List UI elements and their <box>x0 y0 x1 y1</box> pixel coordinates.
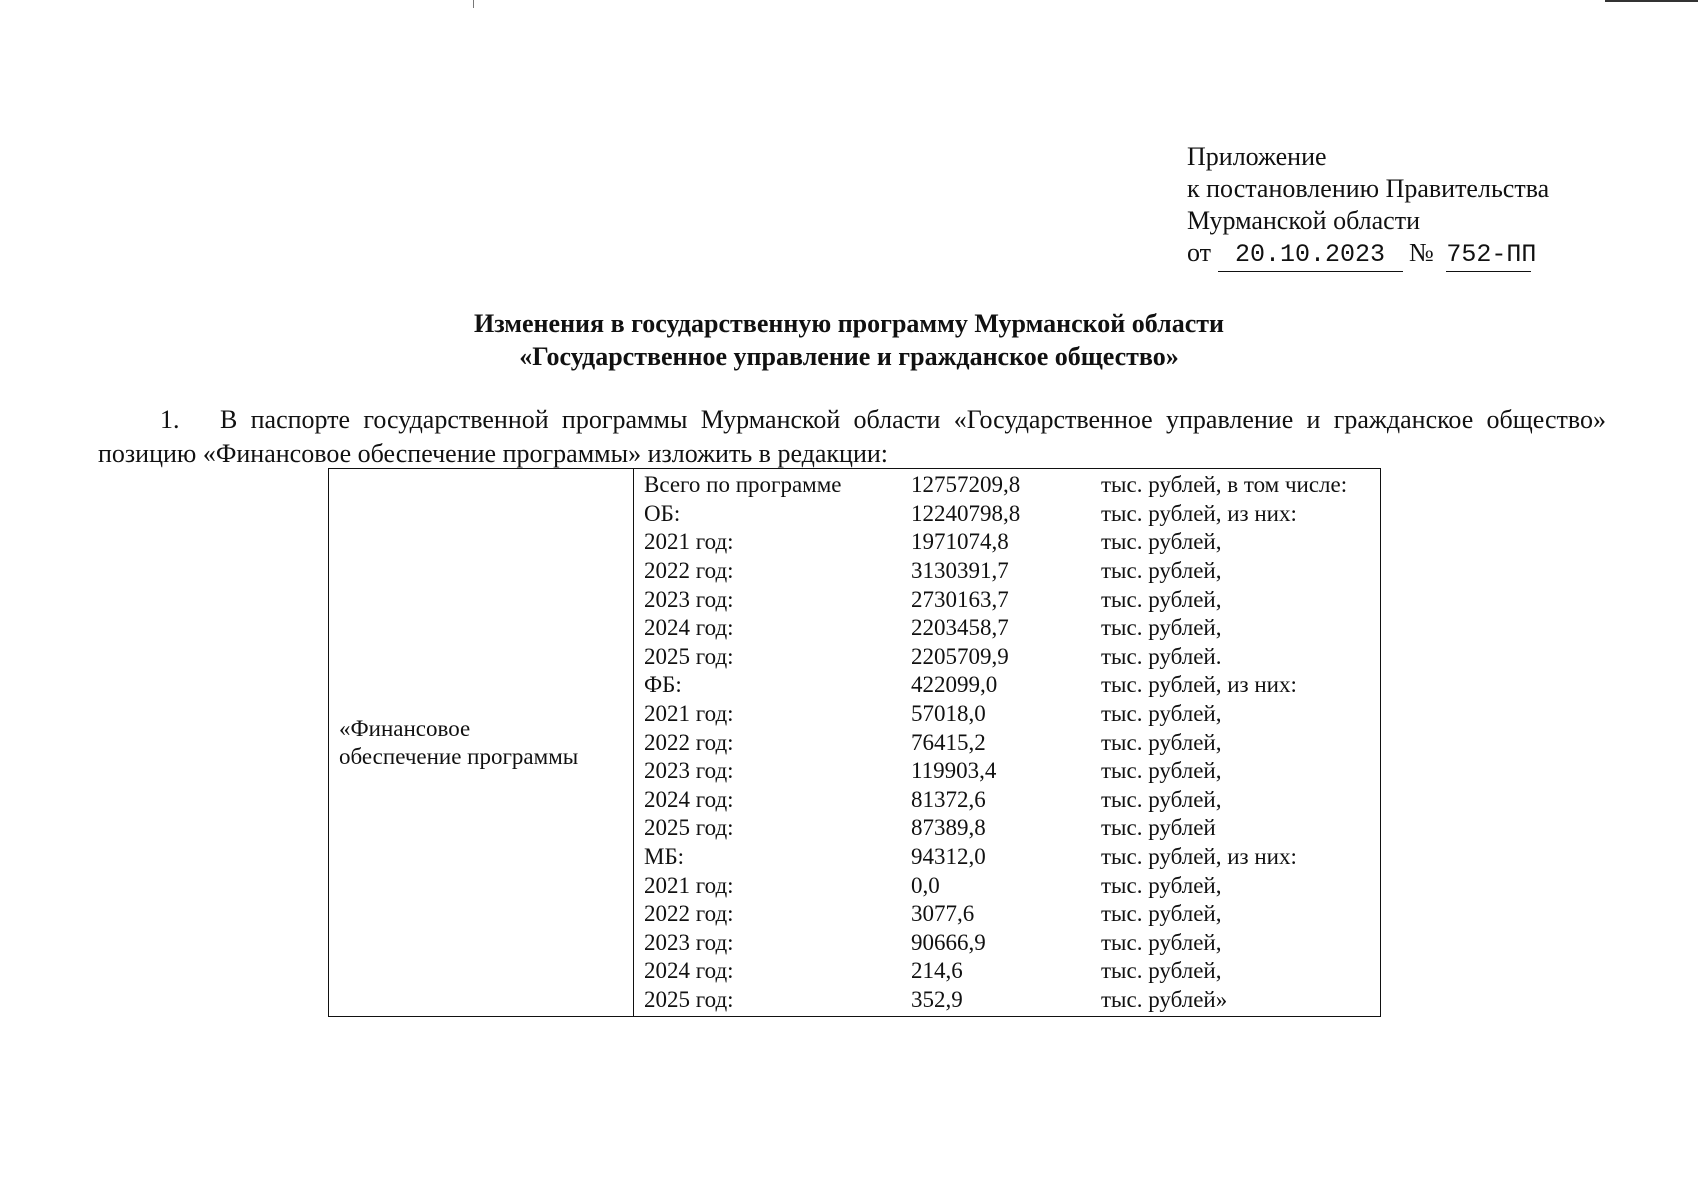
row-amount: 422099,0 <box>911 672 998 698</box>
row-amount: 2205709,9 <box>911 643 1009 669</box>
label-line-1: «Финансовое <box>339 715 471 741</box>
row-name: 2024 год: <box>644 615 734 641</box>
row-name: 2025 год: <box>644 986 734 1012</box>
row-amount: 3130391,7 <box>911 558 1009 584</box>
row-amount: 76415,2 <box>911 729 986 755</box>
row-name: 2021 год: <box>644 701 734 727</box>
row-name: МБ: <box>644 844 685 870</box>
amount-row <box>634 757 1380 786</box>
amount-row <box>634 585 1380 614</box>
row-amount: 0,0 <box>911 872 940 898</box>
row-unit: тыс. рублей, <box>1101 958 1222 984</box>
row-unit: тыс. рублей, из них: <box>1101 500 1297 526</box>
row-amount: 57018,0 <box>911 701 986 727</box>
appendix-line-2: к постановлению Правительства <box>1187 174 1550 203</box>
row-name: ОБ: <box>644 500 681 526</box>
paragraph-text: В паспорте государственной программы Мурманской области «Государственное управление и гражданское общество» позицию «Финансовое обеспечение программы» изложить в редакции: <box>98 405 1606 468</box>
amount-row <box>634 700 1380 729</box>
amount-row <box>634 528 1380 557</box>
amounts-cell <box>634 469 1381 1017</box>
financing-table <box>328 468 1381 1017</box>
row-name: ФБ: <box>644 672 682 698</box>
position-label-cell <box>329 469 634 1017</box>
row-amount: 81372,6 <box>911 786 986 812</box>
paragraph-1 <box>98 403 1606 471</box>
row-unit: тыс. рублей, <box>1101 758 1222 784</box>
row-name: 2025 год: <box>644 643 734 669</box>
amount-row <box>634 786 1380 815</box>
row-name: 2022 год: <box>644 729 734 755</box>
table-row <box>329 469 1381 1017</box>
row-name: 2024 год: <box>644 958 734 984</box>
row-amount: 87389,8 <box>911 815 986 841</box>
amount-row <box>634 843 1380 872</box>
row-unit: тыс. рублей, из них: <box>1101 672 1297 698</box>
row-name: 2025 год: <box>644 815 734 841</box>
appendix-line-3: Мурманской области <box>1187 206 1420 235</box>
row-amount: 352,9 <box>911 986 963 1012</box>
row-amount: 2730163,7 <box>911 586 1009 612</box>
row-unit: тыс. рублей» <box>1101 986 1228 1012</box>
amount-row <box>634 814 1380 843</box>
row-amount: 12757209,8 <box>911 472 1021 498</box>
row-unit: тыс. рублей, <box>1101 786 1222 812</box>
row-unit: тыс. рублей <box>1101 815 1216 841</box>
amount-row <box>634 957 1380 986</box>
row-unit: тыс. рублей, <box>1101 615 1222 641</box>
amount-row <box>634 471 1380 500</box>
row-name: 2022 год: <box>644 558 734 584</box>
appendix-block <box>1187 141 1549 272</box>
row-amount: 3077,6 <box>911 901 975 927</box>
appendix-line-1: Приложение <box>1187 142 1327 171</box>
row-unit: тыс. рублей, <box>1101 558 1222 584</box>
row-amount: 1971074,8 <box>911 529 1009 555</box>
amount-row <box>634 614 1380 643</box>
row-unit: тыс. рублей, в том числе: <box>1101 472 1348 498</box>
amount-row <box>634 900 1380 929</box>
appendix-date-line <box>1187 237 1549 272</box>
row-amount: 214,6 <box>911 958 963 984</box>
row-amount: 12240798,8 <box>911 500 1021 526</box>
row-unit: тыс. рублей, <box>1101 701 1222 727</box>
date-prefix: от <box>1187 238 1212 267</box>
row-unit: тыс. рублей, <box>1101 901 1222 927</box>
document-title <box>0 307 1698 373</box>
amount-row <box>634 871 1380 900</box>
scan-artifact <box>473 0 474 8</box>
amount-row <box>634 671 1380 700</box>
row-unit: тыс. рублей, <box>1101 929 1222 955</box>
row-unit: тыс. рублей, <box>1101 529 1222 555</box>
amount-row <box>634 557 1380 586</box>
label-line-2: обеспечение программы <box>339 743 579 769</box>
paragraph-number: 1. <box>160 405 180 434</box>
row-amount: 90666,9 <box>911 929 986 955</box>
row-unit: тыс. рублей, <box>1101 729 1222 755</box>
amount-row <box>634 986 1380 1015</box>
row-unit: тыс. рублей. <box>1101 643 1222 669</box>
title-line-1: Изменения в государственную программу Мурманской области <box>474 309 1224 338</box>
row-name: Всего по программе <box>644 472 842 498</box>
amount-row <box>634 643 1380 672</box>
number-sign: № <box>1409 238 1434 267</box>
row-amount: 2203458,7 <box>911 615 1009 641</box>
row-name: 2024 год: <box>644 786 734 812</box>
row-name: 2021 год: <box>644 529 734 555</box>
row-unit: тыс. рублей, из них: <box>1101 844 1297 870</box>
row-unit: тыс. рублей, <box>1101 586 1222 612</box>
amount-row <box>634 929 1380 958</box>
row-name: 2021 год: <box>644 872 734 898</box>
number-value: 752-ПП <box>1446 239 1531 272</box>
row-unit: тыс. рублей, <box>1101 872 1222 898</box>
row-name: 2023 год: <box>644 929 734 955</box>
date-value: 20.10.2023 <box>1218 239 1403 272</box>
scan-artifact <box>1605 0 1698 2</box>
row-amount: 94312,0 <box>911 844 986 870</box>
row-amount: 119903,4 <box>911 758 997 784</box>
row-name: 2022 год: <box>644 901 734 927</box>
row-name: 2023 год: <box>644 586 734 612</box>
amount-row <box>634 728 1380 757</box>
title-line-2: «Государственное управление и гражданское общество» <box>519 342 1179 371</box>
row-name: 2023 год: <box>644 758 734 784</box>
amount-row <box>634 500 1380 529</box>
